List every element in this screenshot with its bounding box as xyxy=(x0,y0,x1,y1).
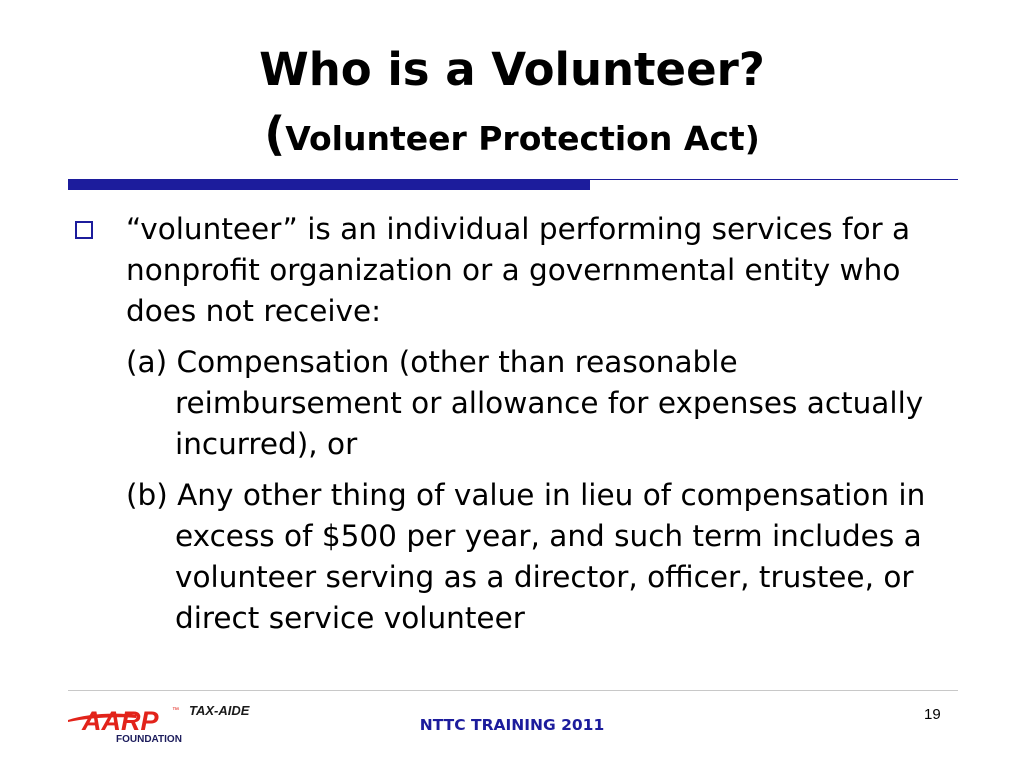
subtitle-open-paren: ( xyxy=(264,107,286,161)
hollow-square-bullet-icon xyxy=(75,221,93,239)
aarp-trademark-text: ™ xyxy=(172,707,179,714)
tax-aide-text: TAX-AIDE xyxy=(189,703,250,718)
slide-subtitle xyxy=(0,106,1024,167)
title-underline-thin xyxy=(590,179,958,180)
subtitle-text: Volunteer Protection Act) xyxy=(285,119,760,158)
footer-divider xyxy=(68,690,958,691)
slide-content xyxy=(72,209,972,639)
foundation-text: FOUNDATION xyxy=(116,734,182,745)
sub-item-b: (b) Any other thing of value in lieu of compensation in excess of $500 per year, and such term includes a volunteer serving as a director, officer, trustee, or direct service volunteer xyxy=(126,478,926,635)
bullet-text: “volunteer” is an individual performing services for a nonprofit organization or a governmental entity who does not receive: xyxy=(126,212,911,328)
aarp-brand-text: AARP xyxy=(82,706,159,736)
slide-title: Who is a Volunteer? xyxy=(259,43,765,96)
sub-item-a: (a) Compensation (other than reasonable reimbursement or allowance for expenses actually incurred), or xyxy=(126,345,924,461)
footer-training-label: NTTC TRAINING 2011 xyxy=(419,716,605,734)
bullet-item xyxy=(72,209,972,332)
title-underline-thick xyxy=(68,179,590,190)
page-number: 19 xyxy=(924,706,941,723)
